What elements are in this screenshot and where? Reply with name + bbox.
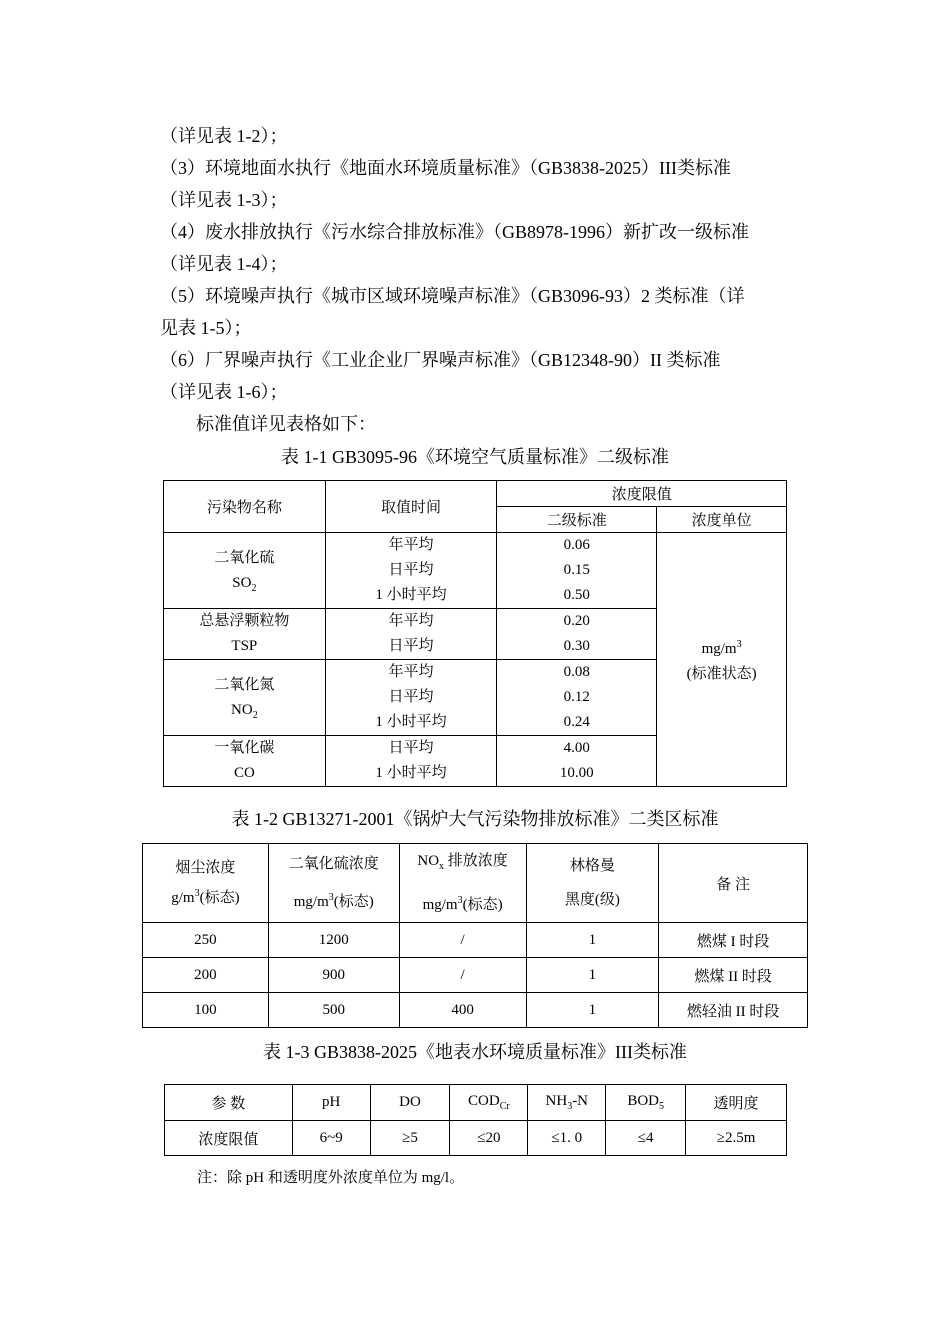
cell: ≥2.5m <box>686 1121 787 1156</box>
header-limit: 浓度限值 <box>497 481 787 507</box>
unit-main: $mg/m^3$ <box>701 639 742 657</box>
pollutant-formula: TSP <box>231 638 258 654</box>
limit-value: 0.24 <box>563 714 590 730</box>
table-row <box>143 993 808 1028</box>
pollutant-name: 二氧化氮 <box>214 676 275 693</box>
time-cell <box>325 660 497 736</box>
table-note: 注：除 pH 和透明度外浓度单位为 mg/l。 <box>197 1170 465 1186</box>
limit-value: 0.08 <box>563 664 590 680</box>
paragraph-line: （3）环境地面水执行《地面水环境质量标准》（GB3838-2025）III类标准 <box>160 158 731 178</box>
cell: 1 <box>526 958 659 993</box>
limit-value: 0.15 <box>563 562 590 578</box>
cell: / <box>399 923 526 958</box>
header-pollutant: 污染物名称 <box>164 481 326 533</box>
header-ph: pH <box>292 1085 370 1121</box>
pollutant-cell <box>164 660 326 736</box>
cell: ≤1. 0 <box>528 1121 606 1156</box>
pollutant-cell <box>164 736 326 787</box>
limit-value: 0.06 <box>563 537 590 553</box>
time-value: 日平均 <box>388 689 434 705</box>
paragraph-line: 标准值详见表格如下： <box>196 414 376 434</box>
table-caption: 表 1-3 GB3838-2025《地表水环境质量标准》III类标准 <box>263 1042 687 1062</box>
cell: 燃轻油 II 时段 <box>659 993 808 1028</box>
paragraph-line: （详见表 1-6）； <box>160 382 288 402</box>
paragraph-line: （5）环境噪声执行《城市区域环境噪声标准》（GB3096-93）2 类标准（详 <box>160 286 745 306</box>
cell: 1 <box>526 923 659 958</box>
header-time: 取值时间 <box>325 481 497 533</box>
header-line: 黑度(级) <box>564 892 620 908</box>
header-transparency: 透明度 <box>686 1085 787 1121</box>
time-value: 日平均 <box>388 562 434 578</box>
time-cell <box>325 609 497 660</box>
limit-value: 0.12 <box>563 689 590 705</box>
pollutant-name: 总悬浮颗粒物 <box>199 613 290 629</box>
cell: ≤4 <box>606 1121 686 1156</box>
header-line: $g/m^3$(标态) <box>171 888 240 906</box>
header-ringelmann <box>526 844 659 923</box>
cell: 100 <box>143 993 269 1028</box>
header-param: 参 数 <box>165 1085 293 1121</box>
time-cell <box>325 533 497 609</box>
header-line: $mg/m^3$(标态) <box>293 892 374 910</box>
table-row <box>165 1121 787 1156</box>
pollutant-cell <box>164 609 326 660</box>
header-line: $NO_x$ 排放浓度 <box>417 853 508 872</box>
paragraph-line: （6）厂界噪声执行《工业企业厂界噪声标准》（GB12348-90）II 类标准 <box>160 350 721 370</box>
cell: 900 <box>268 958 399 993</box>
limit-value: 0.20 <box>563 613 590 629</box>
header-line: 烟尘浓度 <box>175 860 236 876</box>
cell: 燃煤 II 时段 <box>659 958 808 993</box>
pollutant-formula: CO <box>233 765 255 781</box>
cell: ≥5 <box>370 1121 450 1156</box>
table-row <box>143 923 808 958</box>
header-unit: 浓度单位 <box>657 507 787 533</box>
cell: 6~9 <box>292 1121 370 1156</box>
value-cell <box>497 533 657 609</box>
header-line: 林格曼 <box>569 858 615 874</box>
paragraph-line: （详见表 1-2）； <box>160 126 288 146</box>
limit-value: 4.00 <box>563 740 590 756</box>
header-bod: $BOD_5$ <box>606 1085 686 1121</box>
table-caption: 表 1-2 GB13271-2001《锅炉大气污染物排放标准》二类区标准 <box>231 809 719 829</box>
time-value: 日平均 <box>388 638 434 654</box>
time-value: 年平均 <box>388 664 434 680</box>
time-value: 1 小时平均 <box>375 765 447 781</box>
header-nox <box>399 844 526 923</box>
paragraph-line: （详见表 1-4）； <box>160 254 288 274</box>
air-quality-table <box>163 480 787 787</box>
pollutant-cell <box>164 533 326 609</box>
cell: / <box>399 958 526 993</box>
paragraph-line: （4）废水排放执行《污水综合排放标准》（GB8978-1996）新扩改一级标准 <box>160 222 749 242</box>
cell: 燃煤 I 时段 <box>659 923 808 958</box>
value-cell <box>497 736 657 787</box>
limit-value: 10.00 <box>559 765 594 781</box>
header-dust <box>143 844 269 923</box>
cell: 1200 <box>268 923 399 958</box>
value-cell <box>497 660 657 736</box>
pollutant-formula: $NO_2$ <box>231 701 258 721</box>
header-cod: $COD_{Cr}$ <box>450 1085 528 1121</box>
row-label: 浓度限值 <box>165 1121 293 1156</box>
header-remark: 备 注 <box>659 844 808 923</box>
table-row <box>143 958 808 993</box>
header-so2 <box>268 844 399 923</box>
pollutant-formula: $SO_2$ <box>232 574 257 594</box>
cell: ≤20 <box>450 1121 528 1156</box>
limit-value: 0.50 <box>563 587 590 603</box>
paragraph-line: （详见表 1-3）； <box>160 190 288 210</box>
time-value: 日平均 <box>388 740 434 756</box>
cell: 200 <box>143 958 269 993</box>
time-cell <box>325 736 497 787</box>
time-value: 1 小时平均 <box>375 587 447 603</box>
cell: 400 <box>399 993 526 1028</box>
value-cell <box>497 609 657 660</box>
header-line: 二氧化硫浓度 <box>288 856 379 872</box>
boiler-emission-table <box>142 843 808 1028</box>
unit-note: (标准状态) <box>686 666 757 682</box>
cell: 250 <box>143 923 269 958</box>
time-value: 1 小时平均 <box>375 714 447 730</box>
paragraph-line: 见表 1-5）； <box>160 318 252 338</box>
header-do: DO <box>370 1085 450 1121</box>
pollutant-name: 二氧化硫 <box>214 549 275 566</box>
header-grade2: 二级标准 <box>497 507 657 533</box>
header-nh3n: $NH_3-N$ <box>528 1085 606 1121</box>
time-value: 年平均 <box>388 613 434 629</box>
time-value: 年平均 <box>388 537 434 553</box>
cell: 1 <box>526 993 659 1028</box>
pollutant-name: 一氧化碳 <box>214 740 275 756</box>
header-line: $mg/m^3$(标态) <box>422 895 503 913</box>
cell: 500 <box>268 993 399 1028</box>
table-caption: 表 1-1 GB3095-96《环境空气质量标准》二级标准 <box>281 447 669 467</box>
unit-cell <box>657 533 787 787</box>
limit-value: 0.30 <box>563 638 590 654</box>
surface-water-table <box>164 1084 787 1156</box>
